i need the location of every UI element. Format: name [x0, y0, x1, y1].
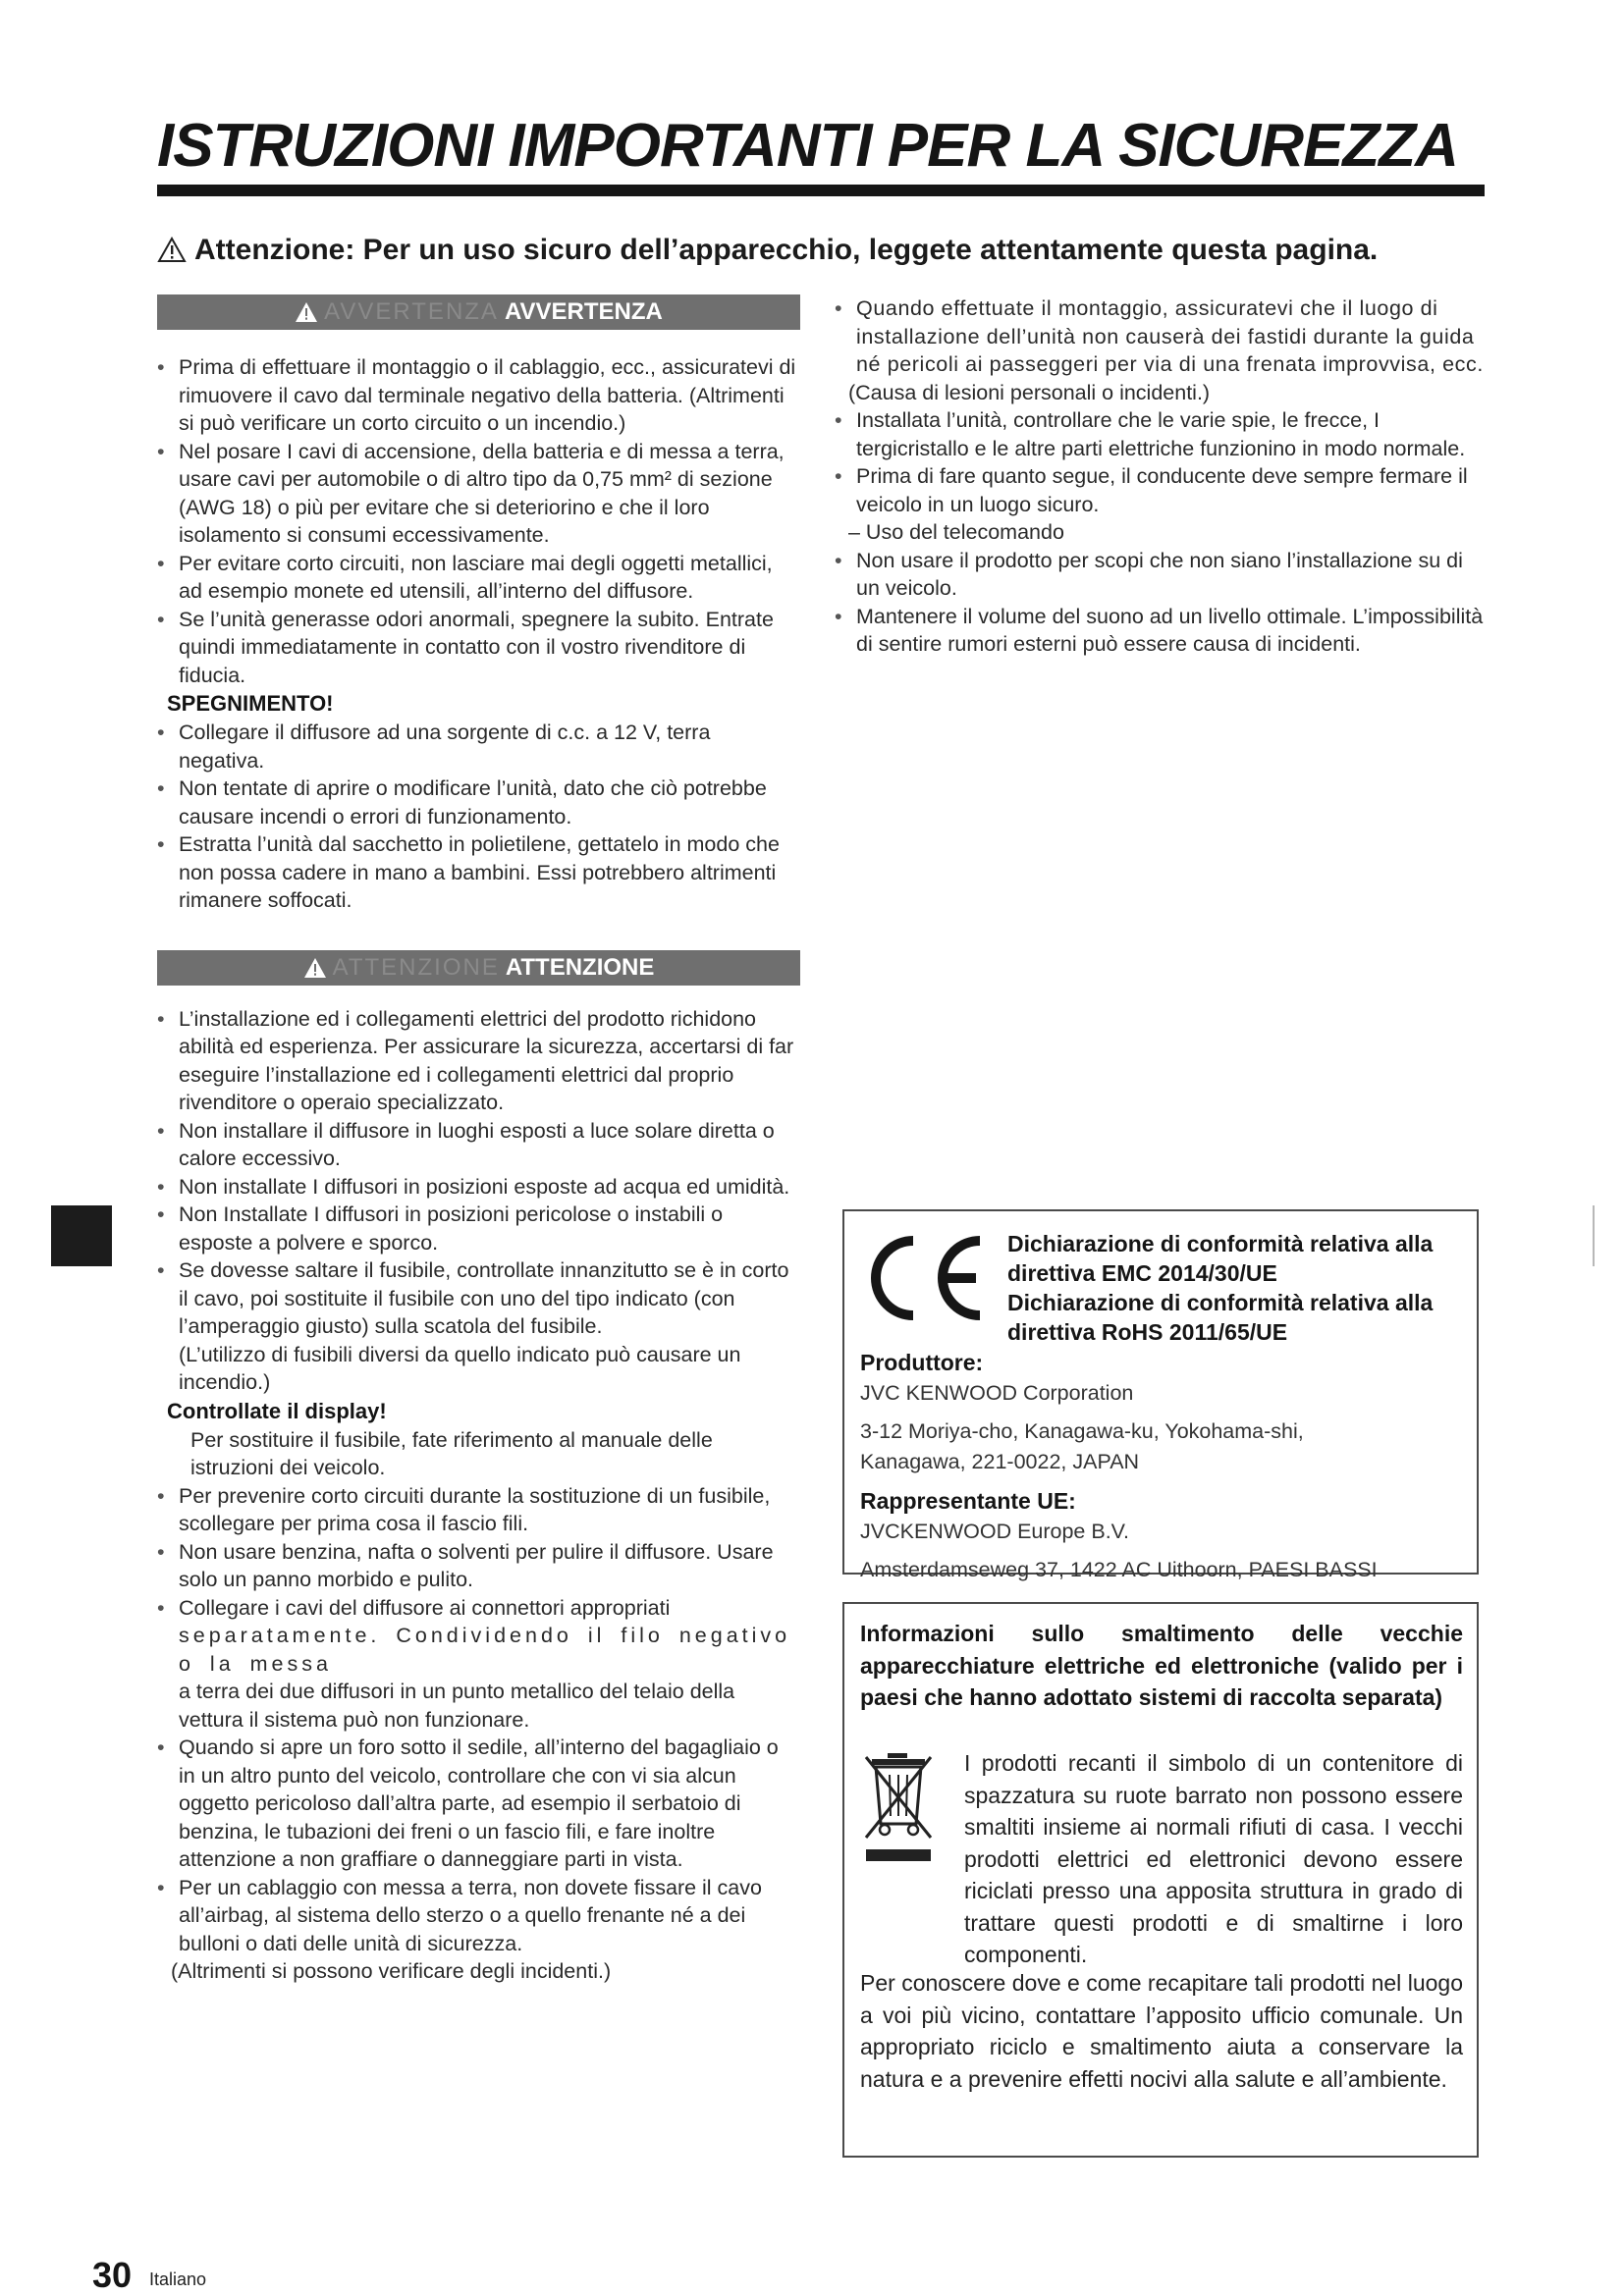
list-item: • Per un cablaggio con messa a terra, non dovete fissare il cavo all’airbag, al sistema dello sterzo o a quello frenante né a dei bulloni o dati delle unità di sicurezza.: [157, 1874, 800, 1958]
speaker-line-1: Collegare i cavi del diffusore ai connettori appropriati: [179, 1595, 671, 1620]
disposal-contact-text: Per conoscere dove e come recapitare tali prodotti nel luogo a voi più vicino, contattare l’apposito ufficio comunale. Un appropriato riciclo e smaltimento aiuta a conservare la natura e a prevenire effetti nocivi alla salute e all’ambiente.: [860, 1970, 1463, 2092]
right-list-3: [835, 547, 1488, 659]
list-item: • Per prevenire corto circuiti durante la sostituzione di un fusibile, scollegare per prima cosa il fascio fili.: [157, 1482, 800, 1538]
fuse-note: (L’utilizzo di fusibili diversi da quello indicato può causare un incendio.): [179, 1342, 741, 1394]
warning-triangle-icon: [157, 237, 187, 263]
right-list: [835, 294, 1488, 379]
list-item: • Quando effettuate il montaggio, assicuratevi che il luogo di installazione dell’unità non causerà dei fastidi durante la guida né pericoli ai passeggeri per via di una frenata improvvisa, ecc.: [835, 294, 1488, 379]
page-number: 30: [92, 2255, 133, 2295]
producer-name: JVC KENWOOD Corporation: [860, 1381, 1134, 1405]
right-list-2: [835, 406, 1488, 518]
list-item: • Non usare benzina, nafta o solventi per pulire il diffusore. Usare solo un panno morbido e pulito.: [157, 1538, 800, 1594]
eu-rep-label: Rappresentante UE:: [860, 1488, 1076, 1514]
warning-triangle-icon: [295, 301, 318, 323]
list-item: • Estratta l’unità dal sacchetto in polietilene, gettatelo in modo che non possa cadere in mano a bambini. Essi potrebbero altrimenti rimanere soffocati.: [157, 830, 800, 915]
ce-declaration-box: [842, 1209, 1479, 1581]
ce-mark-icon: [864, 1229, 992, 1327]
speaker-line-2: separatamente. Condividendo il filo negativo o la messa: [179, 1624, 791, 1676]
list-item: • Se l’unità generasse odori anormali, spegnere la subito. Entrate quindi immediatamente in contatto con il vostro rivenditore di fiducia.: [157, 606, 800, 690]
subtitle: [157, 234, 1485, 267]
right-column: [835, 294, 1488, 659]
remote-sub-item: – Uso del telecomando: [848, 520, 1064, 544]
section-tab-marker: [51, 1205, 112, 1266]
title-rule: [157, 185, 1485, 196]
list-item: • Se dovesse saltare il fusibile, controllate innanzitutto se è in corto il cavo, poi sostituite il fusibile con uno del tipo indicato (con l’amperaggio giusto) sulla scatola del fusibile.: [157, 1256, 800, 1341]
list-item: • Installata l’unità, controllare che le varie spie, le frecce, I tergicristallo e le altre parti elettriche funzionino in modo normale.: [835, 406, 1488, 462]
ce-body: [860, 1347, 1469, 1585]
final-note: (Altrimenti si possono verificare degli incidenti.): [171, 1959, 612, 1983]
emc-declaration: Dichiarazione di conformità relativa alla direttiva EMC 2014/30/UE: [1007, 1231, 1434, 1286]
list-item: • Non usare il prodotto per scopi che non siano l’installazione su di un veicolo.: [835, 547, 1488, 603]
list-item: • Quando si apre un foro sotto il sedile, all’interno del bagagliaio o in un altro punto del veicolo, controllare che con vi sia alcun oggetto pericoloso dall’altra parte, ad esempio il serbatoio di benzina, le tubazioni dei freni o un fascio fili, e fare inoltre attenzione a non graffiare o danneggiare parti in vista.: [157, 1734, 800, 1874]
spegnimento-heading: SPEGNIMENTO!: [167, 691, 334, 716]
speaker-line-3: a terra dei due diffusori in un punto metallico del telaio della vettura il sistema può non funzionare.: [179, 1680, 735, 1732]
list-item: • L’installazione ed i collegamenti elettrici del prodotto richidono abilità ed esperienza. Per assicurare la sicurezza, accertarsi di far eseguire l’installazione ed i collegamenti elettrici dal proprio rivenditore o operaio specializzato.: [157, 1005, 800, 1117]
producer-label: Produttore:: [860, 1350, 984, 1375]
left-column: [157, 294, 800, 1986]
list-item: • Nel posare I cavi di accensione, della batteria e di messa a terra, usare cavi per automobile o di altro tipo da 0,75 mm² di sezione (AWG 18) o più per evitare che si deteriorino e che il loro isolamento si consumi eccessivamente.: [157, 438, 800, 550]
list-item: • Non installare il diffusore in luoghi esposti a luce solare diretta o calore eccessivo.: [157, 1117, 800, 1173]
disposal-heading: Informazioni sullo smaltimento delle vecchie apparecchiature elettriche ed elettroniche (valido per i paesi che hanno adottato sistemi di raccolta separata): [860, 1621, 1463, 1710]
list-item: [157, 1594, 800, 1735]
list-item: • Non tentate di aprire o modificare l’unità, dato che ciò potrebbe causare incendi o errori di funzionamento.: [157, 774, 800, 830]
margin-mark: [1593, 1205, 1595, 1266]
attenzione-banner: [157, 950, 800, 986]
display-heading: Controllate il display!: [167, 1398, 387, 1423]
page-title: ISTRUZIONI IMPORTANTI PER LA SICUREZZA: [157, 112, 1458, 180]
avvertenza-banner: [157, 294, 800, 330]
list-item: • Prima di fare quanto segue, il conducente deve sempre fermare il veicolo in un luogo sicuro.: [835, 462, 1488, 518]
list-item: • Per evitare corto circuiti, non lasciare mai degli oggetti metallici, ad esempio monete ed utensili, all’interno del diffusore.: [157, 550, 800, 606]
subtitle-text: Attenzione: Per un uso sicuro dell’apparecchio, leggete attentamente questa pagina.: [194, 234, 1379, 266]
warning-triangle-icon: [303, 957, 327, 979]
rohs-declaration: Dichiarazione di conformità relativa alla direttiva RoHS 2011/65/UE: [1007, 1290, 1434, 1345]
disposal-symbol-text: I prodotti recanti il simbolo di un contenitore di spazzatura su ruote barrato non possono essere smaltiti insieme ai normali rifiuti di casa. I vecchi prodotti elettrici ed elettronici devono essere riciclati presso una apposita struttura in grado di trattare questi prodotti e di smaltirne i loro componenti.: [964, 1750, 1463, 1967]
list-item: • Non installate I diffusori in posizioni esposte ad acqua ed umidità.: [157, 1173, 800, 1201]
attenzione-label: ATTENZIONE: [505, 953, 655, 981]
producer-address-2: Kanagawa, 221-0022, JAPAN: [860, 1450, 1140, 1473]
list-item: • Mantenere il volume del suono ad un livello ottimale. L’impossibilità di sentire rumori esterni può essere causa di incidenti.: [835, 603, 1488, 659]
list-item: • Collegare il diffusore ad una sorgente di c.c. a 12 V, terra negativa.: [157, 719, 800, 774]
producer-address-1: 3-12 Moriya-cho, Kanagawa-ku, Yokohama-shi,: [860, 1419, 1304, 1443]
eu-rep-address: Amsterdamseweg 37, 1422 AC Uithoorn, PAESI BASSI: [860, 1558, 1378, 1581]
list-item: • Prima di effettuare il montaggio o il cablaggio, ecc., assicuratevi di rimuovere il cavo dal terminale negativo della batteria. (Altrimenti si può verificare un corto circuito o un incendio.): [157, 353, 800, 438]
page-language: Italiano: [149, 2269, 207, 2289]
right-note: (Causa di lesioni personali o incidenti.): [848, 380, 1211, 404]
avvertenza-ghost-label: AVVERTENZA: [324, 298, 499, 325]
attenzione-list: [157, 1005, 800, 1341]
list-item: • Non Installate I diffusori in posizioni pericolose o instabili o esposte a polvere e sporco.: [157, 1201, 800, 1256]
attenzione-ghost-label: ATTENZIONE: [332, 953, 500, 981]
crossed-bin-icon: [858, 1749, 939, 1867]
weee-disposal-box: [842, 1602, 1479, 2158]
avvertenza-label: AVVERTENZA: [504, 298, 663, 325]
avvertenza-list: [157, 353, 800, 689]
display-note: Per sostituire il fusibile, fate riferimento al manuale delle istruzioni dei veicolo.: [190, 1427, 713, 1479]
attenzione-list-2: [157, 1482, 800, 1958]
avvertenza-list-2: [157, 719, 800, 915]
ce-declarations: [1007, 1229, 1469, 1347]
eu-rep-name: JVCKENWOOD Europe B.V.: [860, 1520, 1130, 1543]
